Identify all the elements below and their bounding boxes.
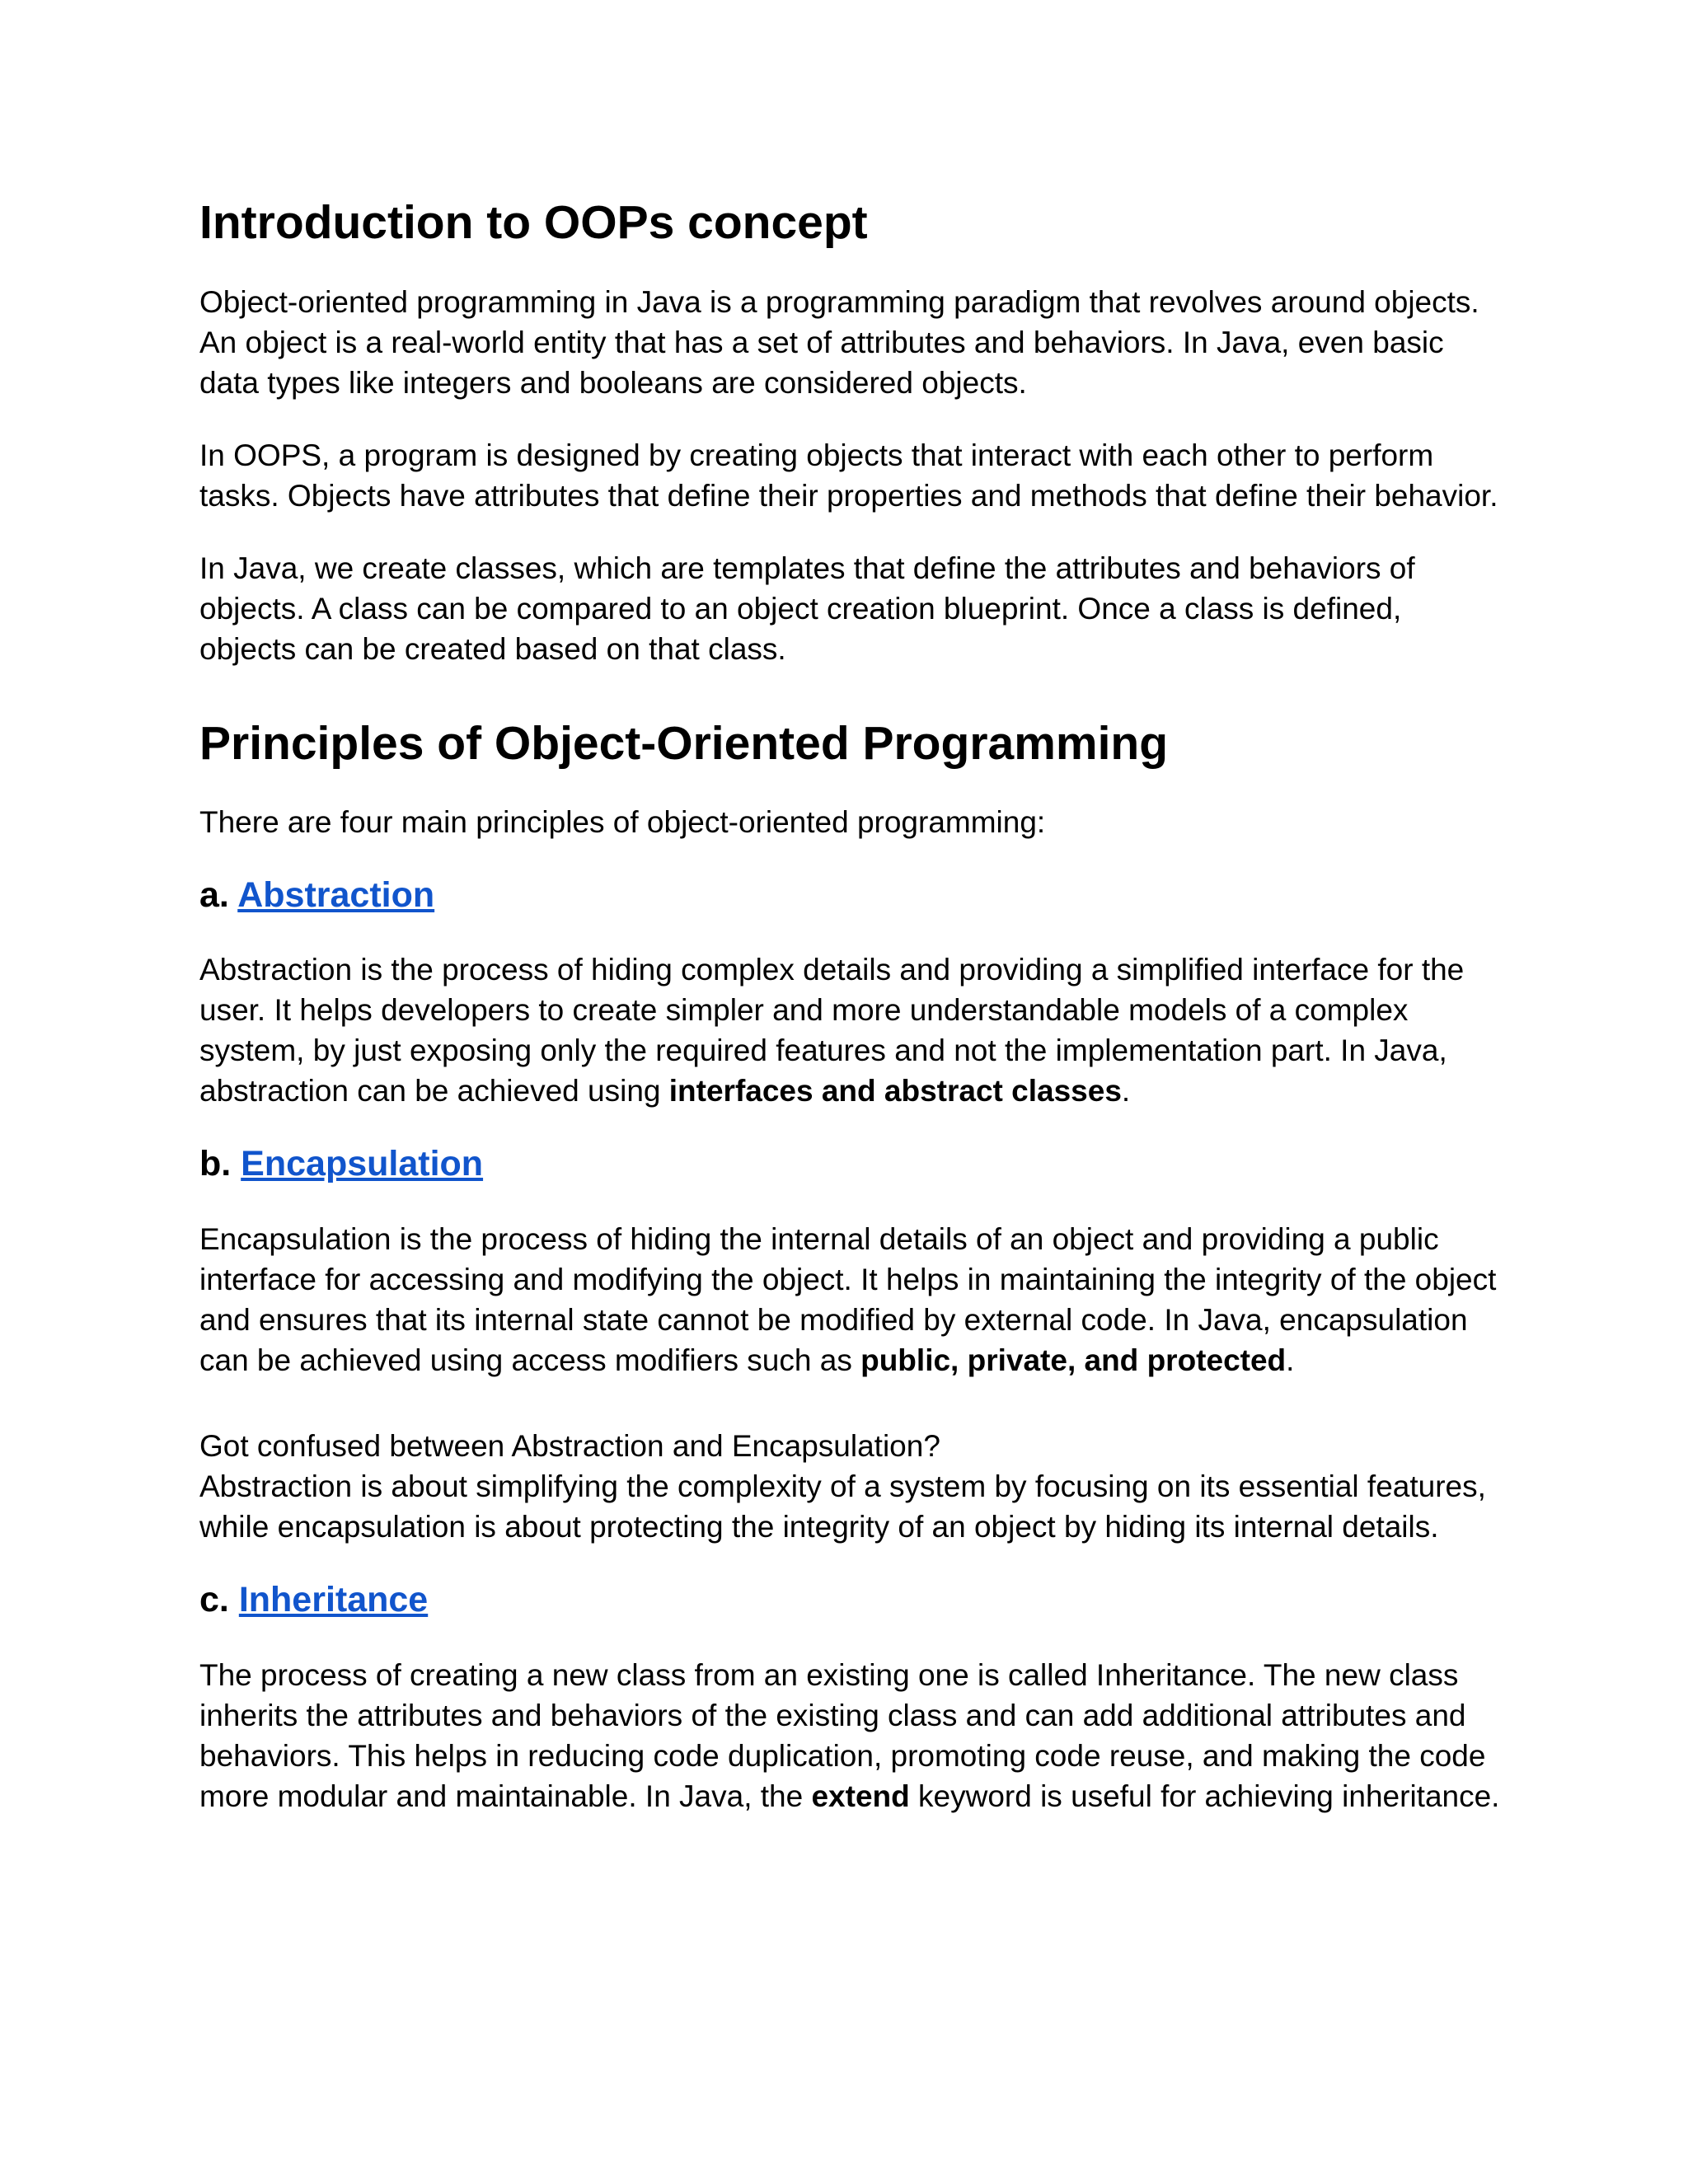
inheritance-end: keyword is useful for achieving inheritance. <box>909 1779 1500 1813</box>
encapsulation-bold: public, private, and protected <box>860 1343 1287 1377</box>
document-page <box>199 194 1502 1849</box>
confusion-answer: Abstraction is about simplifying the complexity of a system by focusing on its essential features, while encapsulation is about protecting the integrity of an object by hiding its internal details. <box>199 1469 1486 1544</box>
intro-paragraph-2: In OOPS, a program is designed by creating objects that interact with each other to perform tasks. Objects have attributes that define their properties and methods that define their behavior. <box>199 438 1498 513</box>
confusion-question: Got confused between Abstraction and Encapsulation? <box>199 1428 940 1463</box>
intro-paragraph-3: In Java, we create classes, which are templates that define the attributes and behaviors of objects. A class can be compared to an object creation blueprint. Once a class is defined, objects can be created based on that class. <box>199 551 1415 667</box>
abstraction-prefix: a. <box>199 874 238 915</box>
encapsulation-text: Encapsulation is the process of hiding the internal details of an object and providing a public interface for accessing and modifying the object. It helps in maintaining the integrity of the object and ensures that its internal state cannot be modified by external code. In Java, encapsulation can be achieved using access modifiers such as <box>199 1221 1497 1377</box>
abstraction-paragraph <box>199 949 1502 1111</box>
abstraction-link[interactable]: Abstraction <box>237 874 435 915</box>
intro-heading: Introduction to OOPs concept <box>199 196 868 249</box>
encapsulation-link[interactable]: Encapsulation <box>241 1144 484 1184</box>
encapsulation-heading <box>199 1143 1502 1186</box>
principles-heading: Principles of Object-Oriented Programming <box>199 717 1169 771</box>
encapsulation-end: . <box>1286 1343 1295 1377</box>
encapsulation-paragraph <box>199 1219 1502 1380</box>
abstraction-bold: interfaces and abstract classes <box>668 1074 1122 1108</box>
inheritance-bold: extend <box>811 1779 910 1813</box>
inheritance-prefix: c. <box>199 1579 239 1619</box>
abstraction-end: . <box>1121 1074 1131 1108</box>
inheritance-text: The process of creating a new class from an existing one is called Inheritance. The new class inherits the attributes and behaviors of the existing class and can add additional attributes and behaviors. This helps in reducing code duplication, promoting code reuse, and making the code more modular and maintainable. In Java, the <box>199 1657 1486 1813</box>
inheritance-paragraph <box>199 1655 1502 1816</box>
abstraction-text: Abstraction is the process of hiding complex details and providing a simplified interface for the user. It helps developers to create simpler and more understandable models of a complex system, by just exposing only the required features and not the implementation part. In Java, abstraction can be achieved using <box>199 953 1465 1108</box>
inheritance-heading <box>199 1579 1502 1622</box>
intro-paragraph-1: Object-oriented programming in Java is a programming paradigm that revolves around objects. An object is a real-world entity that has a set of attributes and behaviors. In Java, even basic data types like integers and booleans are considered objects. <box>199 285 1479 401</box>
inheritance-link[interactable]: Inheritance <box>238 1579 429 1619</box>
principles-lead: There are four main principles of object-oriented programming: <box>199 804 1046 839</box>
encapsulation-prefix: b. <box>199 1144 241 1184</box>
abstraction-heading <box>199 874 1502 917</box>
